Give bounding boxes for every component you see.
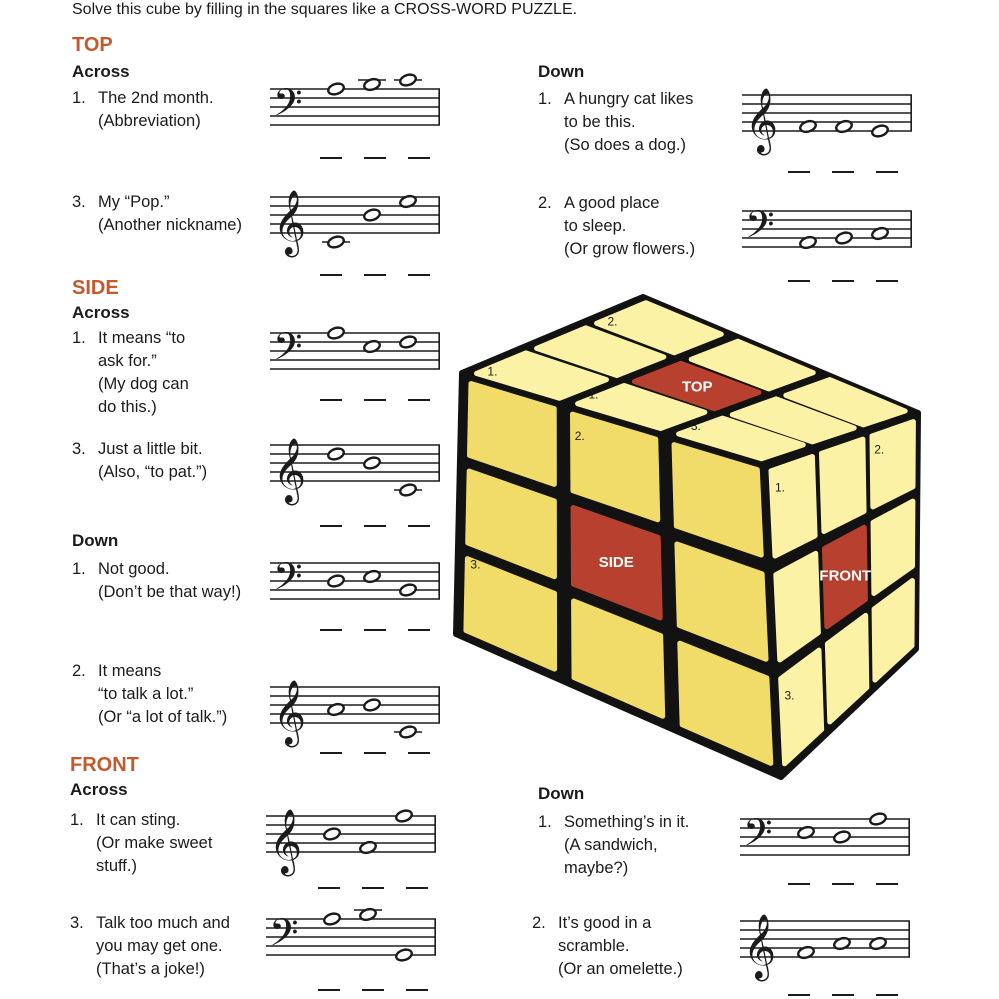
cube-clue-number: 2. <box>607 314 618 329</box>
answer-blanks-side-down-2[interactable] <box>320 752 430 754</box>
staff-svg <box>740 812 910 874</box>
treble-clef-icon: 𝄞 <box>743 914 777 979</box>
answer-blanks-side-down-1[interactable] <box>320 629 430 631</box>
clue-text: It can sting. <box>96 811 181 829</box>
staff-svg <box>270 680 440 745</box>
clue-text: Just a little bit. <box>98 440 203 458</box>
clue-text: (Or grow flowers.) <box>564 240 696 258</box>
clue-front-across-3 <box>70 912 230 981</box>
staff-svg <box>270 556 440 618</box>
staff-svg <box>266 912 436 974</box>
bass-clef-icon: 𝄢 <box>745 202 775 256</box>
cube-front-label: FRONT <box>819 567 872 585</box>
whole-note-icon <box>327 447 345 461</box>
clue-top-down-2 <box>538 192 695 261</box>
clue-text: to be this. <box>564 113 636 131</box>
clue-number: 2. <box>72 662 86 680</box>
clue-text: stuff.) <box>96 857 137 875</box>
staff-front-down-2 <box>740 914 910 979</box>
clue-text: (Abbreviation) <box>98 112 201 130</box>
bass-clef-icon: 𝄢 <box>743 810 773 864</box>
clue-text: My “Pop.” <box>98 193 170 211</box>
clue-text: “to talk a lot.” <box>98 685 194 703</box>
cube-front-square[interactable] <box>771 457 815 556</box>
treble-clef-icon: 𝄞 <box>269 809 303 874</box>
clue-text: It’s good in a <box>558 914 652 932</box>
bass-clef-icon: 𝄢 <box>273 324 303 378</box>
cube-clue-number: 3. <box>690 419 701 434</box>
clue-number: 1. <box>72 560 86 578</box>
clue-text: A hungry cat likes <box>564 90 694 108</box>
clue-number: 3. <box>72 193 86 211</box>
clue-side-across-1 <box>72 327 189 419</box>
answer-blanks-top-across-1[interactable] <box>320 157 430 159</box>
whole-note-icon <box>399 335 417 349</box>
puzzle-cube <box>448 282 928 782</box>
clue-text: Not good. <box>98 560 170 578</box>
whole-note-icon <box>327 326 345 340</box>
bass-clef-icon: 𝄢 <box>269 910 299 964</box>
clue-text: (Or an omelette.) <box>558 960 683 978</box>
staff-side-across-1 <box>270 326 440 388</box>
clue-text: to sleep. <box>564 217 627 235</box>
treble-clef-icon: 𝄞 <box>273 680 307 745</box>
whole-note-icon <box>395 809 413 823</box>
clue-number: 1. <box>72 329 86 347</box>
clue-text: (Or make sweet <box>96 834 213 852</box>
clue-text: (A sandwich, <box>564 836 658 854</box>
whole-note-icon <box>399 73 417 87</box>
clue-text: (Or “a lot of talk.”) <box>98 708 228 726</box>
answer-blanks-front-across-1[interactable] <box>318 887 428 889</box>
cube-clue-number: 1. <box>775 480 786 495</box>
staff-svg <box>742 88 912 153</box>
whole-note-icon <box>363 456 381 470</box>
clue-text: Talk too much and <box>96 914 230 932</box>
clue-side-down-2 <box>72 660 227 729</box>
clue-text: Something’s in it. <box>564 813 690 831</box>
staff-top-down-2 <box>742 204 912 266</box>
clue-number: 3. <box>72 440 86 458</box>
clue-number: 1. <box>72 89 86 107</box>
treble-clef-icon: 𝄞 <box>273 438 307 503</box>
whole-note-icon <box>363 698 381 712</box>
staff-svg <box>742 204 912 266</box>
clue-text: (My dog can <box>98 375 189 393</box>
answer-blanks-top-down-1[interactable] <box>788 171 898 173</box>
clue-text: (So does a dog.) <box>564 136 686 154</box>
clue-top-across-1 <box>72 87 214 133</box>
clue-front-down-2 <box>532 912 683 981</box>
cube-clue-number: 3. <box>784 688 795 703</box>
staff-svg <box>270 438 440 503</box>
staff-front-across-1 <box>266 809 436 874</box>
clue-text: (Also, “to pat.”) <box>98 463 208 481</box>
staff-top-down-1 <box>742 88 912 153</box>
cube-clue-number: 2. <box>874 442 885 457</box>
staff-svg <box>270 190 440 255</box>
whole-note-icon <box>869 812 887 826</box>
whole-note-icon <box>835 231 853 245</box>
clue-top-across-3 <box>72 191 242 237</box>
clue-text: maybe?) <box>564 859 629 877</box>
answer-blanks-front-down-2[interactable] <box>788 994 898 996</box>
whole-note-icon <box>363 208 381 222</box>
top-across-label: Across <box>72 62 130 81</box>
whole-note-icon <box>327 235 345 249</box>
staff-side-down-2 <box>270 680 440 745</box>
clue-number: 1. <box>70 811 84 829</box>
clue-side-down-1 <box>72 558 241 604</box>
treble-clef-icon: 𝄞 <box>273 190 307 255</box>
side-down-label: Down <box>72 531 119 550</box>
clue-front-down-1 <box>538 811 689 880</box>
section-title-front: FRONT <box>70 754 139 776</box>
treble-clef-icon: 𝄞 <box>745 88 779 153</box>
clue-number: 1. <box>538 90 552 108</box>
bass-clef-icon: 𝄢 <box>273 80 303 134</box>
instructions: Solve this cube by filling in the squares like a CROSS-WORD PUZZLE. <box>72 1 578 18</box>
bass-clef-icon: 𝄢 <box>273 554 303 608</box>
cube-clue-number: 3. <box>470 557 481 572</box>
clue-text: ask for.” <box>98 352 157 370</box>
clue-text: you may get one. <box>96 937 223 955</box>
cube-top-label: TOP <box>681 378 713 396</box>
clue-text: scramble. <box>558 937 630 955</box>
whole-note-icon <box>399 725 417 739</box>
front-across-label: Across <box>70 780 128 799</box>
staff-side-down-1 <box>270 556 440 618</box>
side-across-label: Across <box>72 303 130 322</box>
cube-clue-number: 1. <box>588 387 599 402</box>
section-title-top: TOP <box>72 34 113 56</box>
staff-front-down-1 <box>740 812 910 874</box>
clue-text: It means “to <box>98 329 186 347</box>
staff-svg <box>266 809 436 874</box>
staff-top-across-3 <box>270 190 440 255</box>
clue-text: (Another nickname) <box>98 216 242 234</box>
staff-svg <box>740 914 910 979</box>
staff-top-across-1 <box>270 82 440 144</box>
whole-note-icon <box>323 827 341 841</box>
front-down-label: Down <box>538 784 585 803</box>
answer-blanks-side-across-3[interactable] <box>320 525 430 527</box>
cube-clue-number: 1. <box>487 364 498 379</box>
staff-svg <box>270 82 440 144</box>
whole-note-icon <box>323 912 341 926</box>
whole-note-icon <box>327 82 345 96</box>
clue-side-across-3 <box>72 438 207 484</box>
clue-front-across-1 <box>70 809 212 878</box>
staff-side-across-3 <box>270 438 440 503</box>
clue-top-down-1 <box>538 88 693 157</box>
clue-text: (Don’t be that way!) <box>98 583 242 601</box>
whole-note-icon <box>395 948 413 962</box>
whole-note-icon <box>327 574 345 588</box>
top-down-label: Down <box>538 62 585 81</box>
answer-blanks-front-across-3[interactable] <box>318 989 428 991</box>
cube-clue-number: 2. <box>574 428 585 443</box>
section-title-side: SIDE <box>72 277 119 299</box>
clue-text: The 2nd month. <box>98 89 214 107</box>
clue-text: (That’s a joke!) <box>96 960 205 978</box>
whole-note-icon <box>871 124 889 138</box>
staff-front-across-3 <box>266 912 436 974</box>
clue-number: 1. <box>538 813 552 831</box>
clue-number: 2. <box>532 914 546 932</box>
whole-note-icon <box>399 483 417 497</box>
clue-text: do this.) <box>98 398 157 416</box>
clue-number: 3. <box>70 914 84 932</box>
clue-text: A good place <box>564 194 660 212</box>
staff-svg <box>270 326 440 388</box>
answer-blanks-side-across-1[interactable] <box>320 399 430 401</box>
clue-number: 2. <box>538 194 552 212</box>
answer-blanks-front-down-1[interactable] <box>788 883 898 885</box>
clue-text: It means <box>98 662 162 680</box>
answer-blanks-top-across-3[interactable] <box>320 274 430 276</box>
whole-note-icon <box>399 583 417 597</box>
cube-side-label: SIDE <box>598 553 634 571</box>
whole-note-icon <box>833 830 851 844</box>
